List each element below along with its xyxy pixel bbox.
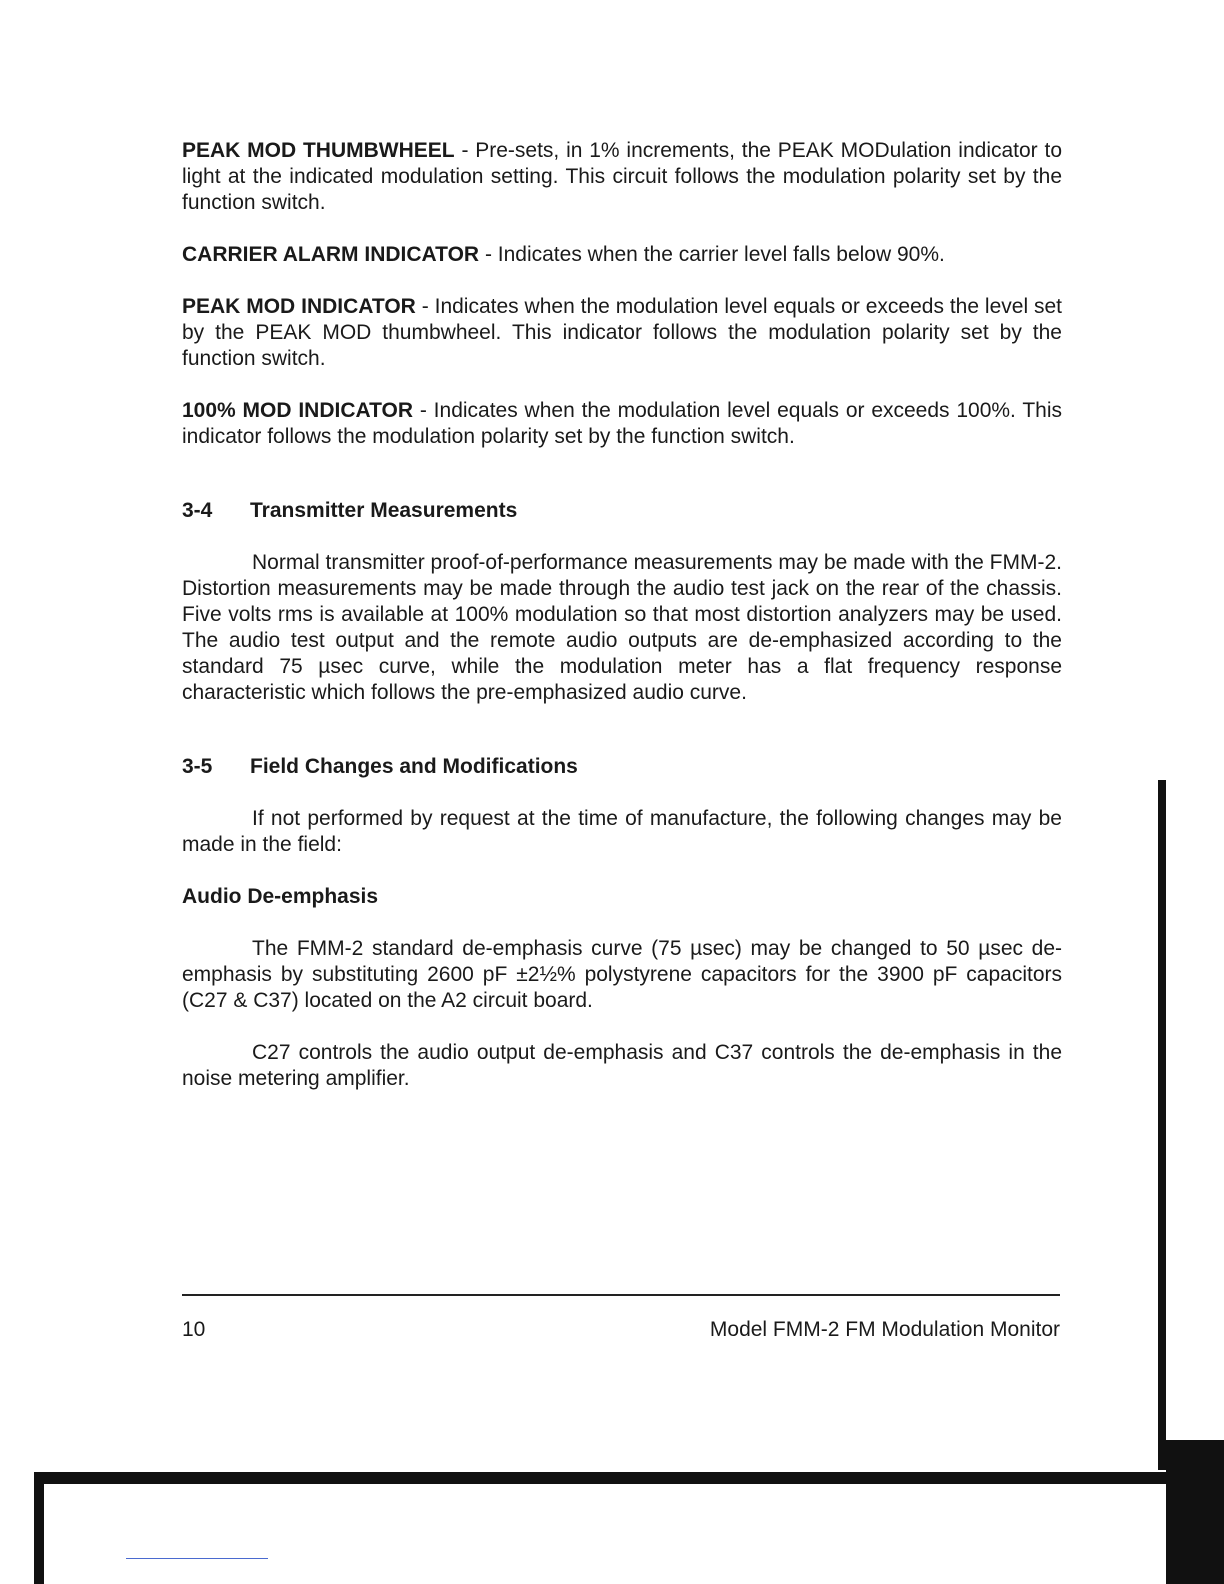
section-title: Field Changes and Modifications <box>250 755 578 778</box>
page-number: 10 <box>182 1318 206 1341</box>
section-body-3-5: If not performed by request at the time of manufacture, the following changes may be made in the field: <box>182 807 1062 856</box>
footer-rule <box>182 1294 1060 1296</box>
term: PEAK MOD INDICATOR <box>182 295 416 318</box>
definition-text: - Indicates when the modulation level equals or exceeds the level set by the PEAK MOD thumbwheel. This indicator follows the modulation polarity set by the function switch. <box>182 295 1063 370</box>
scan-edge-bottom <box>34 1472 1166 1484</box>
scan-edge-corner <box>1166 1440 1224 1584</box>
term: CARRIER ALARM INDICATOR <box>182 243 480 266</box>
audio-de-emphasis-paragraph-2: C27 controls the audio output de-emphasis and C37 controls the de-emphasis in the noise metering amplifier. <box>182 1041 1062 1090</box>
page-footer <box>182 1318 1060 1342</box>
document-body <box>182 138 1062 1118</box>
term: PEAK MOD THUMBWHEEL <box>182 139 455 162</box>
section-heading-3-5 <box>182 754 1062 780</box>
section-body-3-4: Normal transmitter proof-of-performance measurements may be made with the FMM-2. Distortion measurements may be made through the audio test jack on the rear of the chassis. Five volts rms is available at 100% modulation so that most distortion analyzers may be used. The audio test output and the remote audio outputs are de-emphasized according to the standard 75 µsec curve, while the modulation meter has a flat frequency response characteristic which follows the pre-emphasized audio curve. <box>182 551 1062 704</box>
definition-100-mod-indicator <box>182 398 1062 450</box>
section-number: 3-5 <box>182 755 213 778</box>
scan-edge-left <box>34 1484 44 1584</box>
scan-edge-right <box>1158 780 1166 1470</box>
definition-text: - Indicates when the modulation level equals or exceeds 100%. This indicator follows the modulation polarity set by the function switch. <box>182 399 1063 448</box>
definition-text: - Indicates when the carrier level falls below 90%. <box>479 243 945 266</box>
sub-heading-audio-de-emphasis: Audio De-emphasis <box>182 885 379 908</box>
term: 100% MOD INDICATOR <box>182 399 414 422</box>
section-number: 3-4 <box>182 499 213 522</box>
definition-carrier-alarm <box>182 242 1062 268</box>
definition-peak-mod-indicator <box>182 294 1062 372</box>
scan-blue-line <box>126 1558 268 1559</box>
section-title: Transmitter Measurements <box>250 499 518 522</box>
definition-text: - Pre-sets, in 1% increments, the PEAK MODulation indicator to light at the indicated modulation setting. This circuit follows the modulation polarity set by the function switch. <box>182 139 1063 214</box>
document-title: Model FMM-2 FM Modulation Monitor <box>709 1318 1060 1341</box>
section-heading-3-4 <box>182 498 1062 524</box>
definition-peak-mod-thumbwheel <box>182 138 1062 216</box>
audio-de-emphasis-paragraph-1: The FMM-2 standard de-emphasis curve (75 µsec) may be changed to 50 µsec de-emphasis by substituting 2600 pF ±2½% polystyrene capacitors for the 3900 pF capacitors (C27 & C37) located on the A2 circuit board. <box>182 937 1062 1012</box>
